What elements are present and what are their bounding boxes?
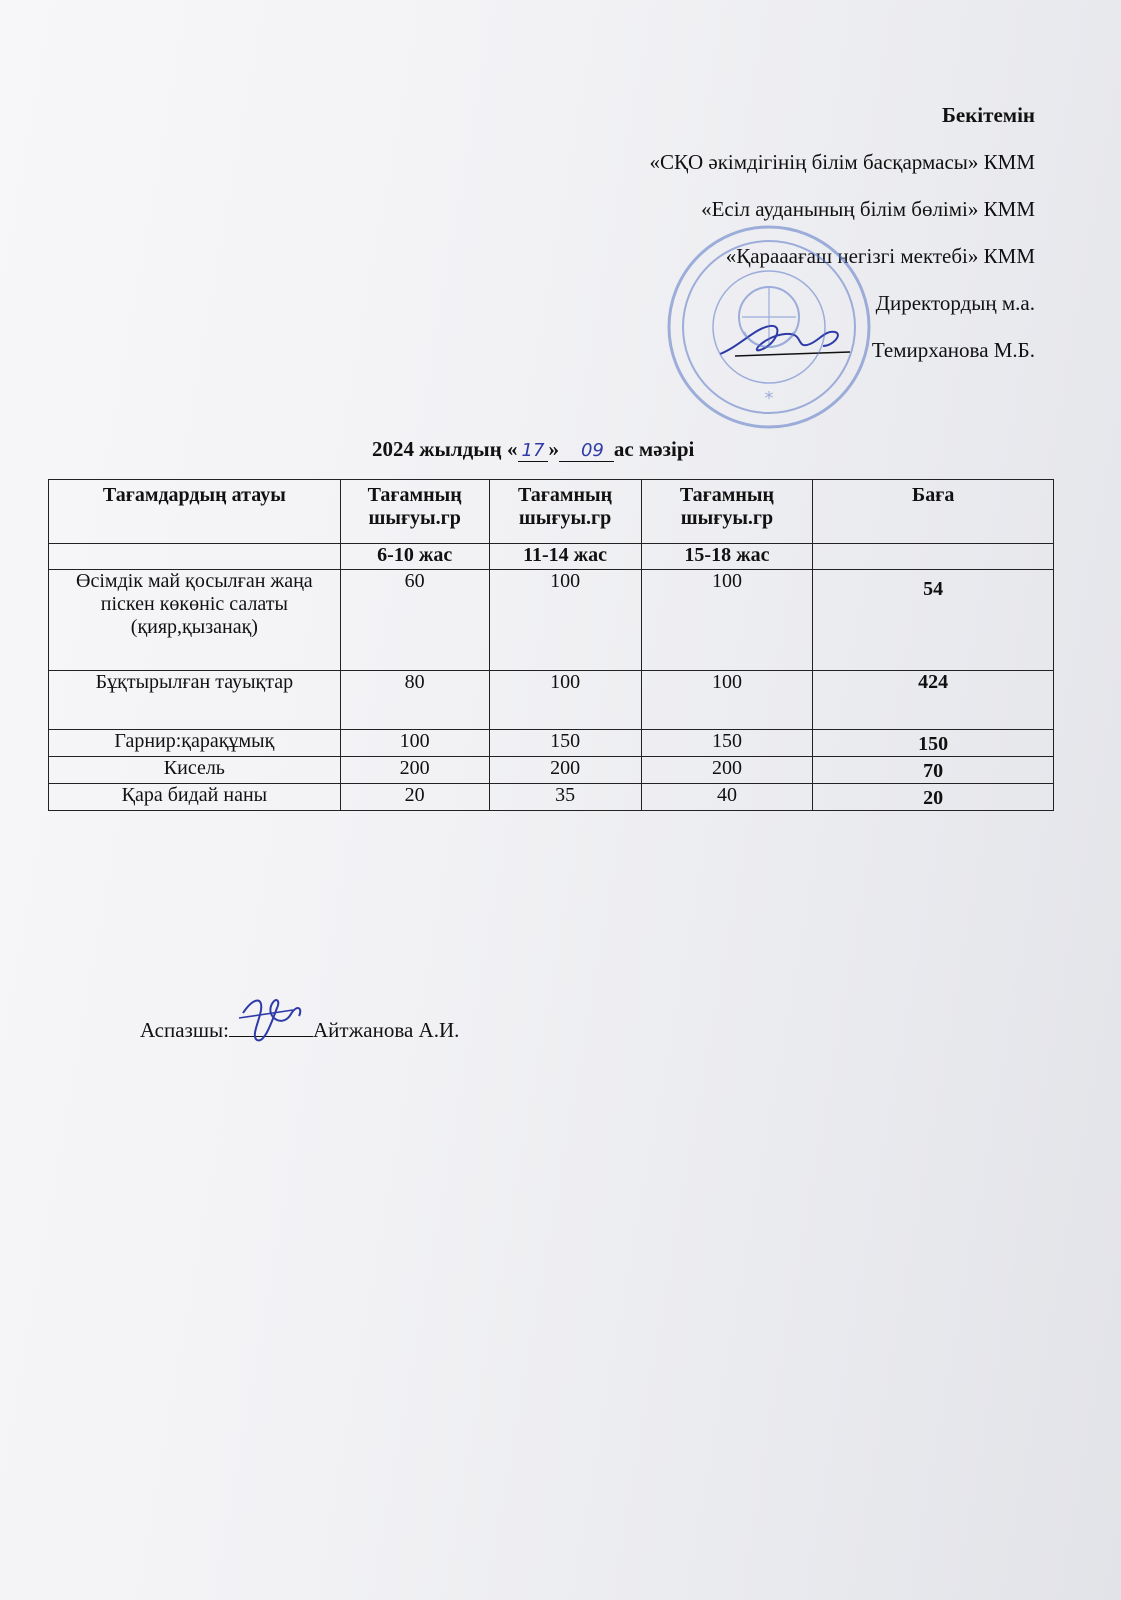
table-header-row — [49, 480, 1054, 544]
svg-text:*: * — [764, 388, 774, 409]
table-row — [49, 730, 1054, 757]
portion-6-10: 20 — [340, 784, 489, 811]
dish-name: Бұқтырылған тауықтар — [49, 671, 341, 730]
header-price: Баға — [813, 480, 1054, 544]
age-group-3: 15-18 жас — [641, 544, 813, 570]
table-row — [49, 784, 1054, 811]
portion-11-14: 100 — [489, 671, 641, 730]
cook-label: Аспазшы: — [140, 1018, 229, 1042]
dish-price: 70 — [813, 757, 1054, 784]
menu-table — [48, 479, 1054, 811]
header-dish-name: Тағамдардың атауы — [49, 480, 341, 544]
director-position: Директордың м.а. — [875, 291, 1035, 315]
cook-signature-block — [140, 1018, 459, 1043]
age-group-1: 6-10 жас — [340, 544, 489, 570]
portion-11-14: 35 — [489, 784, 641, 811]
cook-signature-line — [229, 1018, 313, 1037]
dish-name: Қара бидай наны — [49, 784, 341, 811]
portion-15-18: 100 — [641, 671, 813, 730]
portion-6-10: 200 — [340, 757, 489, 784]
portion-15-18: 40 — [641, 784, 813, 811]
dish-price: 424 — [813, 671, 1054, 730]
dish-price: 54 — [813, 570, 1054, 671]
header-portion-1: Тағамның шығуы.гр — [340, 480, 489, 544]
portion-11-14: 200 — [489, 757, 641, 784]
dish-name: Кисель — [49, 757, 341, 784]
table-age-row — [49, 544, 1054, 570]
approval-org-2: «Есіл ауданының білім бөлімі» КММ — [701, 197, 1035, 221]
official-stamp-icon — [662, 222, 876, 432]
approval-org-3: «Қарааағаш негізгі мектебі» КММ — [725, 244, 1035, 268]
portion-15-18: 150 — [641, 730, 813, 757]
cook-signature — [233, 988, 309, 1048]
dish-price: 20 — [813, 784, 1054, 811]
menu-day: 17 — [518, 440, 549, 462]
table-row — [49, 570, 1054, 671]
table-row — [49, 671, 1054, 730]
approval-org-1: «СҚО әкімдігінің білім басқармасы» КММ — [649, 150, 1035, 174]
portion-6-10: 80 — [340, 671, 489, 730]
dish-name: Гарнир:қарақұмық — [49, 730, 341, 757]
menu-month: 09 — [559, 440, 614, 462]
dish-price: 150 — [813, 730, 1054, 757]
header-portion-3: Тағамның шығуы.гр — [641, 480, 813, 544]
approval-heading: Бекітемін — [941, 103, 1035, 127]
age-group-2: 11-14 жас — [489, 544, 641, 570]
director-name: Темирханова М.Б. — [871, 338, 1035, 362]
portion-6-10: 100 — [340, 730, 489, 757]
menu-title: 2024 жылдың « 17 » 09 ас мәзірі — [372, 437, 695, 461]
cook-name: Айтжанова А.И. — [312, 1018, 460, 1042]
portion-6-10: 60 — [340, 570, 489, 671]
portion-11-14: 150 — [489, 730, 641, 757]
header-portion-2: Тағамның шығуы.гр — [489, 480, 641, 544]
portion-15-18: 200 — [641, 757, 813, 784]
dish-name: Өсімдік май қосылған жаңа піскен көкөніс салаты (қияр,қызанақ) — [49, 570, 341, 671]
portion-11-14: 100 — [489, 570, 641, 671]
portion-15-18: 100 — [641, 570, 813, 671]
table-row — [49, 757, 1054, 784]
